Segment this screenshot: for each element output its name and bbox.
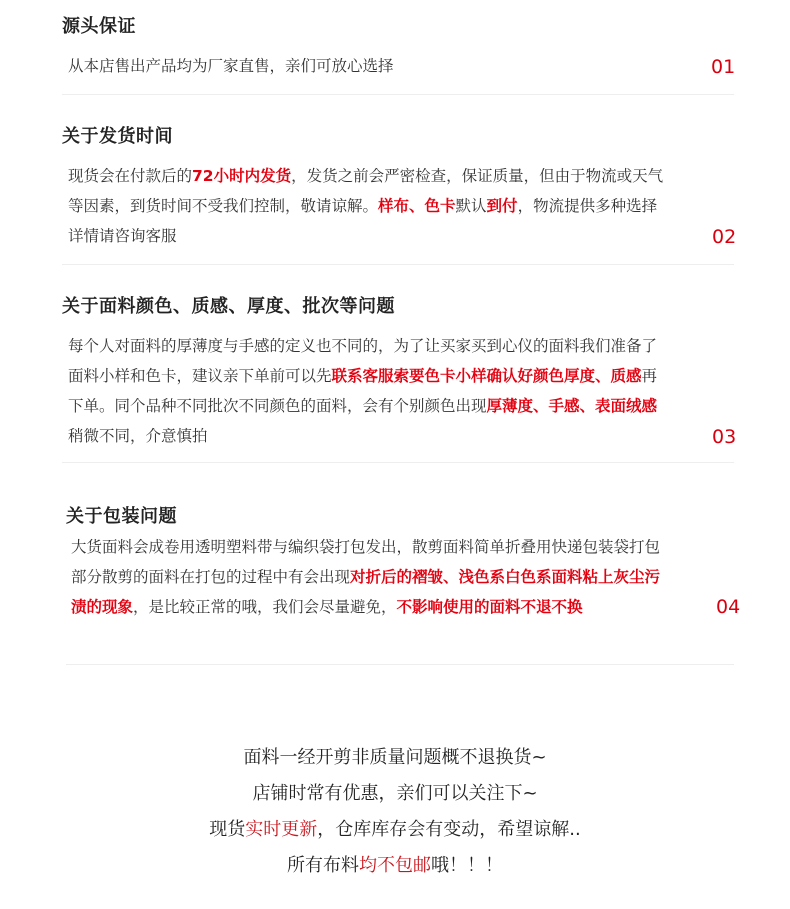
- section-number: 03: [712, 426, 737, 448]
- text-line: [68, 191, 663, 221]
- section-number: 04: [716, 596, 741, 618]
- divider: [62, 264, 734, 265]
- text-segment: 所有布料: [287, 855, 359, 876]
- highlight-text: 不影响使用的面料不退不换: [396, 598, 583, 616]
- section-number: 01: [711, 56, 736, 78]
- text-segment: 部分散剪的面料在打包的过程中有会出现: [71, 568, 351, 586]
- text-line: [68, 421, 657, 451]
- text-segment: 每个人对面料的厚薄度与手感的定义也不同的，为了让买家买到心仪的面料我们准备了: [68, 337, 658, 355]
- text-segment: 详情请咨询客服: [68, 227, 177, 245]
- section-number: 02: [712, 226, 737, 248]
- footer-notice: [0, 740, 790, 884]
- text-segment: ，物流提供多种选择: [517, 197, 658, 215]
- section-body: [71, 532, 660, 622]
- footer-line: [0, 848, 790, 884]
- text-line: [68, 361, 657, 391]
- highlight-text: 实时更新: [245, 819, 318, 840]
- footer-line: [0, 812, 790, 848]
- text-segment: 哦！！！: [431, 855, 503, 876]
- text-line: [68, 161, 663, 191]
- section-body: [68, 51, 394, 81]
- highlight-text: 样布、色卡: [378, 197, 456, 215]
- highlight-text: 72小时内发货: [192, 167, 292, 185]
- text-segment: ，发货之前会严密检查，保证质量，但由于物流或天气: [291, 167, 664, 185]
- text-segment: 现货: [209, 819, 246, 840]
- text-line: [71, 532, 660, 562]
- section-title: 关于面料颜色、质感、厚度、批次等问题: [62, 296, 395, 317]
- highlight-text: 对折后的褶皱、浅色系白色系面料粘上灰尘污: [350, 568, 661, 586]
- divider: [66, 664, 734, 665]
- divider: [62, 462, 734, 463]
- text-segment: 大货面料会成卷用透明塑料带与编织袋打包发出，散剪面料简单折叠用快递包装袋打包: [71, 538, 661, 556]
- section-body: [68, 331, 657, 451]
- highlight-text: 到付: [486, 197, 518, 215]
- text-segment: 稍微不同，介意慎拍: [68, 427, 208, 445]
- footer-line: [0, 776, 790, 812]
- text-line: [71, 592, 660, 622]
- text-segment: ，是比较正常的哦，我们会尽量避免，: [133, 598, 397, 616]
- text-segment: 等因素，到货时间不受我们控制，敬请谅解。: [68, 197, 379, 215]
- highlight-text: 厚薄度、手感、表面绒感: [486, 397, 658, 415]
- footer-line: [0, 740, 790, 776]
- text-segment: ，仓库库存会有变动，希望谅解..: [317, 819, 581, 840]
- section-title: 关于包装问题: [66, 506, 177, 527]
- divider: [62, 94, 734, 95]
- section-title: 关于发货时间: [62, 126, 173, 147]
- text-segment: 再: [641, 367, 658, 385]
- text-segment: 默认: [455, 197, 487, 215]
- text-segment: 面料小样和色卡，建议亲下单前可以先: [68, 367, 332, 385]
- text-segment: 面料一经开剪非质量问题概不退换货~: [243, 747, 547, 768]
- text-line: [68, 51, 394, 81]
- section-title: 源头保证: [62, 16, 136, 37]
- highlight-text: 渍的现象: [71, 598, 134, 616]
- highlight-text: 联系客服索要色卡小样确认好颜色厚度、质感: [331, 367, 642, 385]
- text-segment: 下单。同个品种不同批次不同颜色的面料，会有个别颜色出现: [68, 397, 487, 415]
- text-line: [71, 562, 660, 592]
- text-segment: 从本店售出产品均为厂家直售，亲们可放心选择: [68, 57, 394, 75]
- section-body: [68, 161, 663, 251]
- highlight-text: 均不包邮: [359, 855, 431, 876]
- text-line: [68, 331, 657, 361]
- text-line: [68, 391, 657, 421]
- text-segment: 现货会在付款后的: [68, 167, 193, 185]
- text-line: [68, 221, 663, 251]
- text-segment: 店铺时常有优惠，亲们可以关注下~: [252, 783, 538, 804]
